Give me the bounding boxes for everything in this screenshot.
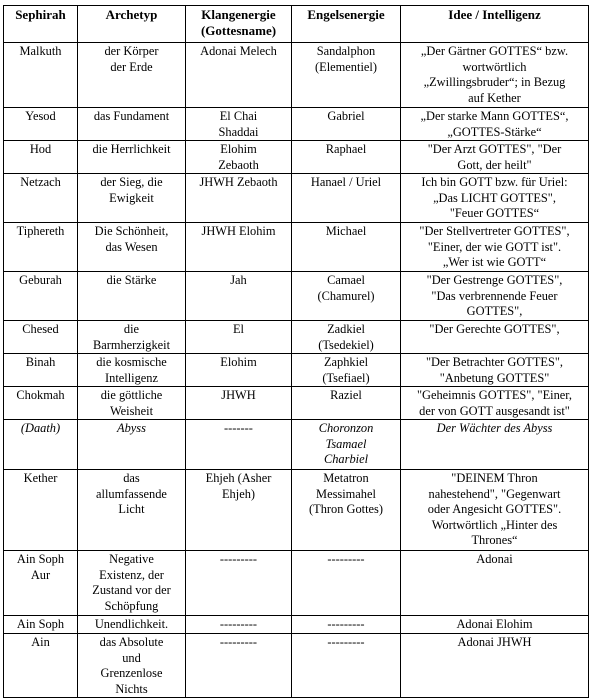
- cell-klangenergie: JHWH: [186, 387, 292, 420]
- cell-idee-intelligenz: Adonai Elohim: [401, 616, 589, 634]
- cell-idee-intelligenz: Der Wächter des Abyss: [401, 420, 589, 470]
- cell-sephirah: Ain Soph: [4, 616, 78, 634]
- cell-klangenergie: El: [186, 321, 292, 354]
- cell-klangenergie: ---------: [186, 616, 292, 634]
- table-row: [4, 420, 589, 470]
- cell-idee-intelligenz: "Der Gestrenge GOTTES", "Das verbrennende Feuer GOTTES",: [401, 272, 589, 321]
- table-row: [4, 551, 589, 616]
- cell-sephirah: Chokmah: [4, 387, 78, 420]
- cell-idee-intelligenz: „Der Gärtner GOTTES“ bzw. wortwörtlich „Zwillingsbruder“; in Bezug auf Kether: [401, 43, 589, 108]
- table-row: [4, 141, 589, 174]
- header-idee-intelligenz: Idee / Intelligenz: [401, 6, 589, 43]
- cell-klangenergie: Adonai Melech: [186, 43, 292, 108]
- table-row: [4, 108, 589, 141]
- cell-archetyp: Die Schönheit, das Wesen: [78, 223, 186, 272]
- cell-engelsenergie: ---------: [292, 616, 401, 634]
- cell-engelsenergie: Raziel: [292, 387, 401, 420]
- cell-klangenergie: ---------: [186, 634, 292, 698]
- cell-idee-intelligenz: Adonai JHWH: [401, 634, 589, 698]
- cell-idee-intelligenz: Ich bin GOTT bzw. für Uriel: „Das LICHT GOTTES", "Feuer GOTTES“: [401, 174, 589, 223]
- cell-engelsenergie: Sandalphon (Elementiel): [292, 43, 401, 108]
- cell-archetyp: Negative Existenz, der Zustand vor der Schöpfung: [78, 551, 186, 616]
- cell-engelsenergie: Hanael / Uriel: [292, 174, 401, 223]
- table-row: [4, 174, 589, 223]
- cell-archetyp: der Körper der Erde: [78, 43, 186, 108]
- cell-sephirah: Binah: [4, 354, 78, 387]
- cell-archetyp: das Fundament: [78, 108, 186, 141]
- header-archetyp: Archetyp: [78, 6, 186, 43]
- cell-engelsenergie: Metatron Messimahel (Thron Gottes): [292, 470, 401, 551]
- header-sephirah: Sephirah: [4, 6, 78, 43]
- cell-klangenergie: -------: [186, 420, 292, 470]
- cell-engelsenergie: Camael (Chamurel): [292, 272, 401, 321]
- table-row: [4, 616, 589, 634]
- cell-archetyp: die Stärke: [78, 272, 186, 321]
- cell-archetyp: die kosmische Intelligenz: [78, 354, 186, 387]
- table-row: [4, 387, 589, 420]
- cell-idee-intelligenz: "DEINEM Thron nahestehend", "Gegenwart oder Angesicht GOTTES". Wortwörtlich „Hinter des Thrones“: [401, 470, 589, 551]
- cell-idee-intelligenz: "Der Gerechte GOTTES",: [401, 321, 589, 354]
- cell-klangenergie: Jah: [186, 272, 292, 321]
- cell-engelsenergie: Choronzon Tsamael Charbiel: [292, 420, 401, 470]
- table-row: [4, 470, 589, 551]
- cell-klangenergie: JHWH Zebaoth: [186, 174, 292, 223]
- header-klangenergie: Klangenergie (Gottesname): [186, 6, 292, 43]
- cell-engelsenergie: ---------: [292, 634, 401, 698]
- cell-archetyp: die Barmherzigkeit: [78, 321, 186, 354]
- table-row: [4, 272, 589, 321]
- cell-engelsenergie: Raphael: [292, 141, 401, 174]
- cell-sephirah: Malkuth: [4, 43, 78, 108]
- cell-sephirah: Tiphereth: [4, 223, 78, 272]
- header-engelsenergie: Engelsenergie: [292, 6, 401, 43]
- cell-archetyp: der Sieg, die Ewigkeit: [78, 174, 186, 223]
- table-row: [4, 354, 589, 387]
- cell-engelsenergie: Michael: [292, 223, 401, 272]
- cell-engelsenergie: Zadkiel (Tsedekiel): [292, 321, 401, 354]
- cell-archetyp: Abyss: [78, 420, 186, 470]
- cell-klangenergie: Elohim: [186, 354, 292, 387]
- cell-archetyp: Unendlichkeit.: [78, 616, 186, 634]
- cell-archetyp: das allumfassende Licht: [78, 470, 186, 551]
- cell-sephirah: Hod: [4, 141, 78, 174]
- cell-sephirah: Chesed: [4, 321, 78, 354]
- cell-idee-intelligenz: Adonai: [401, 551, 589, 616]
- table-body: [4, 43, 589, 698]
- cell-klangenergie: El Chai Shaddai: [186, 108, 292, 141]
- cell-idee-intelligenz: „Der starke Mann GOTTES“, „GOTTES-Stärke“: [401, 108, 589, 141]
- cell-klangenergie: Elohim Zebaoth: [186, 141, 292, 174]
- cell-klangenergie: Ehjeh (Asher Ehjeh): [186, 470, 292, 551]
- cell-engelsenergie: ---------: [292, 551, 401, 616]
- cell-idee-intelligenz: "Der Stellvertreter GOTTES", "Einer, der wie GOTT ist". „Wer ist wie GOTT“: [401, 223, 589, 272]
- table-row: [4, 43, 589, 108]
- cell-engelsenergie: Zaphkiel (Tsefiael): [292, 354, 401, 387]
- cell-engelsenergie: Gabriel: [292, 108, 401, 141]
- cell-archetyp: das Absolute und Grenzenlose Nichts: [78, 634, 186, 698]
- header-row: [4, 6, 589, 43]
- table-row: [4, 634, 589, 698]
- cell-sephirah: Yesod: [4, 108, 78, 141]
- cell-klangenergie: ---------: [186, 551, 292, 616]
- cell-archetyp: die Herrlichkeit: [78, 141, 186, 174]
- table-row: [4, 321, 589, 354]
- cell-idee-intelligenz: "Der Betrachter GOTTES", "Anbetung GOTTES": [401, 354, 589, 387]
- cell-idee-intelligenz: "Der Arzt GOTTES", "Der Gott, der heilt": [401, 141, 589, 174]
- cell-sephirah: Geburah: [4, 272, 78, 321]
- cell-sephirah: (Daath): [4, 420, 78, 470]
- cell-sephirah: Ain Soph Aur: [4, 551, 78, 616]
- cell-sephirah: Ain: [4, 634, 78, 698]
- sephiroth-table: [3, 5, 589, 698]
- cell-sephirah: Netzach: [4, 174, 78, 223]
- cell-archetyp: die göttliche Weisheit: [78, 387, 186, 420]
- cell-sephirah: Kether: [4, 470, 78, 551]
- table-row: [4, 223, 589, 272]
- cell-idee-intelligenz: "Geheimnis GOTTES", "Einer, der von GOTT ausgesandt ist": [401, 387, 589, 420]
- cell-klangenergie: JHWH Elohim: [186, 223, 292, 272]
